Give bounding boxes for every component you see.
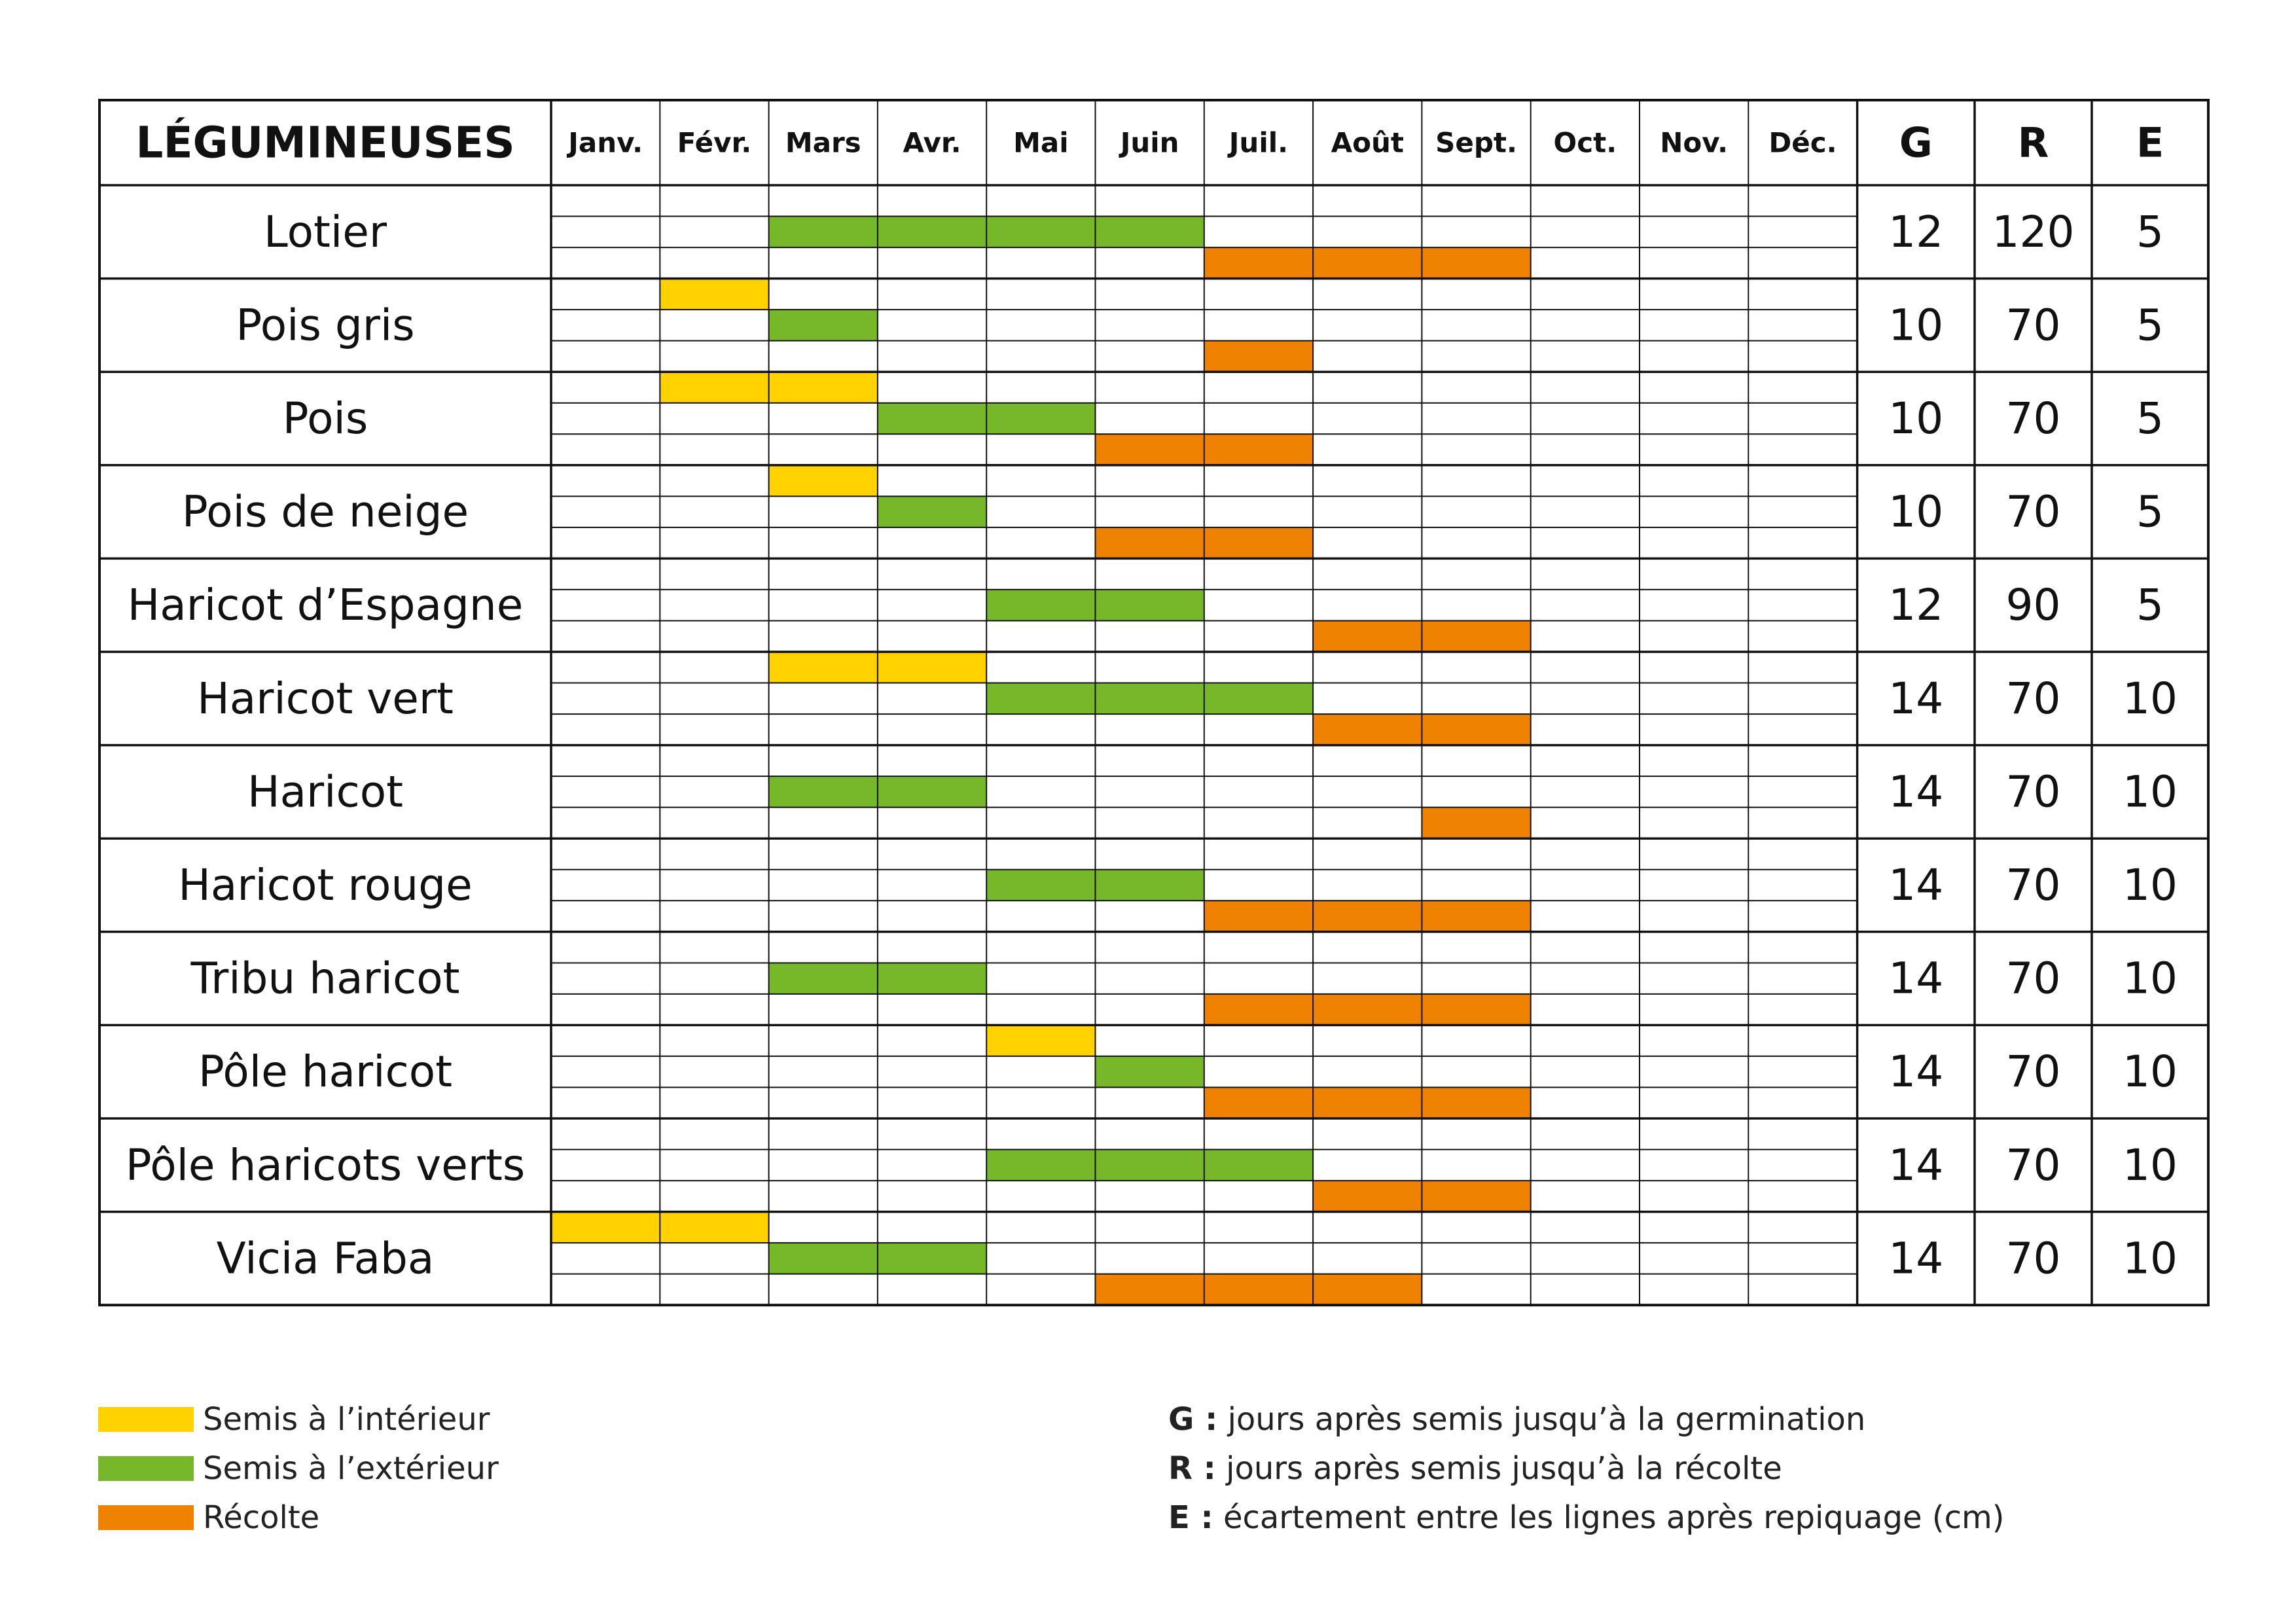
stat-value-g: 12 — [1888, 206, 1944, 257]
bar-outdoor — [986, 217, 1095, 248]
stat-value-r: 70 — [2005, 393, 2061, 444]
stat-value-g: 10 — [1888, 300, 1944, 351]
stat-value-e: 10 — [2123, 1046, 2178, 1097]
bar-indoor — [769, 465, 878, 497]
stat-value-r: 70 — [2005, 486, 2061, 537]
stat-value-g: 14 — [1888, 953, 1944, 1004]
bar-indoor — [660, 372, 768, 403]
vegetable-name: Pois de neige — [181, 486, 469, 537]
legend-label-harvest: Récolte — [203, 1499, 320, 1536]
bar-harvest — [1204, 247, 1313, 279]
stat-value-e: 10 — [2123, 673, 2178, 724]
stat-value-e: 5 — [2136, 300, 2164, 351]
stat-value-e: 5 — [2136, 393, 2164, 444]
abbr-e — [1168, 1499, 2004, 1537]
vegetable-name: Lotier — [264, 206, 387, 257]
legend-label-indoor: Semis à l’intérieur — [203, 1401, 490, 1438]
stat-value-r: 70 — [2005, 860, 2061, 910]
bar-outdoor — [769, 310, 878, 341]
bar-outdoor — [769, 217, 878, 248]
bar-outdoor — [1096, 1150, 1204, 1181]
abbr-r-key: R : — [1168, 1450, 1216, 1487]
stat-value-r: 70 — [2005, 766, 2061, 817]
bar-harvest — [1204, 341, 1313, 372]
stat-value-g: 12 — [1888, 580, 1944, 631]
legend-swatch-harvest — [98, 1505, 194, 1530]
bar-harvest — [1313, 247, 1422, 279]
bar-outdoor — [878, 217, 986, 248]
abbr-r-text: jours après semis jusqu’à la récolte — [1215, 1450, 1782, 1487]
stat-value-g: 14 — [1888, 766, 1944, 817]
month-header: Févr. — [677, 126, 752, 159]
bar-harvest — [1204, 434, 1313, 465]
vegetable-name: Pôle haricot — [198, 1046, 453, 1097]
month-header: Nov. — [1660, 126, 1729, 159]
bar-indoor — [660, 1212, 768, 1243]
stat-value-e: 10 — [2123, 766, 2178, 817]
legend-swatch-indoor — [98, 1407, 194, 1432]
abbr-g-key: G : — [1168, 1401, 1218, 1438]
stat-value-e: 10 — [2123, 1233, 2178, 1284]
bar-outdoor — [1204, 1150, 1313, 1181]
bar-outdoor — [1096, 1056, 1204, 1088]
bar-harvest — [1313, 620, 1422, 652]
bar-outdoor — [1204, 683, 1313, 715]
stat-value-e: 10 — [2123, 953, 2178, 1004]
bar-outdoor — [878, 496, 986, 527]
bar-harvest — [1204, 994, 1313, 1026]
abbr-r — [1168, 1450, 1782, 1488]
stat-value-e: 5 — [2136, 580, 2164, 631]
stat-value-r: 70 — [2005, 1233, 2061, 1284]
vegetable-name: Haricot vert — [197, 673, 454, 724]
abbr-e-text: écartement entre les lignes après repiquage (cm) — [1213, 1499, 2005, 1536]
stat-value-r: 70 — [2005, 1046, 2061, 1097]
abbr-g-text: jours après semis jusqu’à la germination — [1217, 1401, 1866, 1438]
table-title: LÉGUMINEUSES — [135, 117, 515, 168]
bar-harvest — [1422, 620, 1530, 652]
bar-indoor — [878, 652, 986, 683]
legend — [98, 1400, 622, 1551]
bar-outdoor — [986, 870, 1095, 901]
stat-value-g: 10 — [1888, 486, 1944, 537]
month-header: Mars — [785, 126, 861, 159]
stat-header-r: R — [2017, 118, 2049, 167]
stat-value-r: 70 — [2005, 1139, 2061, 1190]
stat-value-r: 70 — [2005, 953, 2061, 1004]
bar-outdoor — [1096, 590, 1204, 621]
stat-value-g: 14 — [1888, 1139, 1944, 1190]
stat-value-g: 14 — [1888, 673, 1944, 724]
stat-value-g: 10 — [1888, 393, 1944, 444]
vegetable-name: Pôle haricots verts — [125, 1139, 526, 1190]
abbreviation-notes — [1168, 1400, 2215, 1551]
bar-outdoor — [1096, 217, 1204, 248]
bar-outdoor — [1096, 683, 1204, 715]
bar-harvest — [1096, 434, 1204, 465]
bar-indoor — [986, 1025, 1095, 1056]
month-header: Juin — [1120, 126, 1179, 159]
bar-outdoor — [769, 963, 878, 994]
bar-outdoor — [1096, 870, 1204, 901]
bar-harvest — [1313, 1181, 1422, 1212]
bar-harvest — [1204, 901, 1313, 932]
bar-outdoor — [986, 590, 1095, 621]
bar-harvest — [1422, 994, 1530, 1026]
stat-value-r: 70 — [2005, 300, 2061, 351]
legend-swatch-outdoor — [98, 1456, 194, 1481]
bar-harvest — [1313, 901, 1422, 932]
bar-harvest — [1422, 1087, 1530, 1118]
stat-value-r: 90 — [2005, 580, 2061, 631]
bar-harvest — [1204, 1274, 1313, 1306]
abbr-g — [1168, 1400, 1865, 1438]
bar-harvest — [1096, 1274, 1204, 1306]
bar-harvest — [1422, 247, 1530, 279]
vegetable-name: Haricot d’Espagne — [127, 580, 524, 631]
bar-harvest — [1422, 1181, 1530, 1212]
month-header: Août — [1331, 126, 1404, 159]
stat-value-e: 5 — [2136, 206, 2164, 257]
bar-outdoor — [878, 1243, 986, 1274]
month-header: Mai — [1013, 126, 1069, 159]
stat-value-e: 10 — [2123, 1139, 2178, 1190]
bar-harvest — [1422, 901, 1530, 932]
vegetable-name: Haricot rouge — [178, 860, 473, 910]
stat-value-e: 5 — [2136, 486, 2164, 537]
bar-indoor — [660, 279, 768, 310]
bar-indoor — [551, 1212, 660, 1243]
month-header: Déc. — [1768, 126, 1837, 159]
bar-outdoor — [878, 776, 986, 808]
month-header: Juil. — [1229, 126, 1289, 159]
vegetable-name: Haricot — [247, 766, 404, 817]
bar-outdoor — [986, 403, 1095, 435]
bar-outdoor — [986, 1150, 1095, 1181]
vegetable-name: Tribu haricot — [190, 953, 460, 1004]
bar-outdoor — [986, 683, 1095, 715]
stat-header-e: E — [2136, 118, 2164, 167]
stat-header-g: G — [1899, 118, 1933, 167]
month-header: Sept. — [1435, 126, 1517, 159]
bar-harvest — [1096, 527, 1204, 559]
month-header: Oct. — [1553, 126, 1617, 159]
bar-harvest — [1204, 1087, 1313, 1118]
bar-harvest — [1422, 808, 1530, 839]
bar-harvest — [1313, 714, 1422, 745]
bar-harvest — [1204, 527, 1313, 559]
legend-label-outdoor: Semis à l’extérieur — [203, 1450, 499, 1487]
stat-value-e: 10 — [2123, 860, 2178, 910]
bar-indoor — [769, 652, 878, 683]
stat-value-r: 120 — [1992, 206, 2075, 257]
stat-value-r: 70 — [2005, 673, 2061, 724]
bar-harvest — [1422, 714, 1530, 745]
vegetable-name: Pois — [282, 393, 368, 444]
vegetable-name: Vicia Faba — [216, 1233, 435, 1284]
bar-outdoor — [878, 963, 986, 994]
vegetable-name: Pois gris — [236, 300, 415, 351]
bar-harvest — [1313, 1087, 1422, 1118]
bar-outdoor — [769, 1243, 878, 1274]
bar-harvest — [1313, 1274, 1422, 1306]
month-header: Janv. — [568, 126, 643, 159]
stat-value-g: 14 — [1888, 1046, 1944, 1097]
month-header: Avr. — [903, 126, 961, 159]
bar-harvest — [1313, 994, 1422, 1026]
stat-value-g: 14 — [1888, 860, 1944, 910]
bar-outdoor — [878, 403, 986, 435]
bar-indoor — [769, 372, 878, 403]
bar-outdoor — [769, 776, 878, 808]
abbr-e-key: E : — [1168, 1499, 1213, 1536]
stat-value-g: 14 — [1888, 1233, 1944, 1284]
